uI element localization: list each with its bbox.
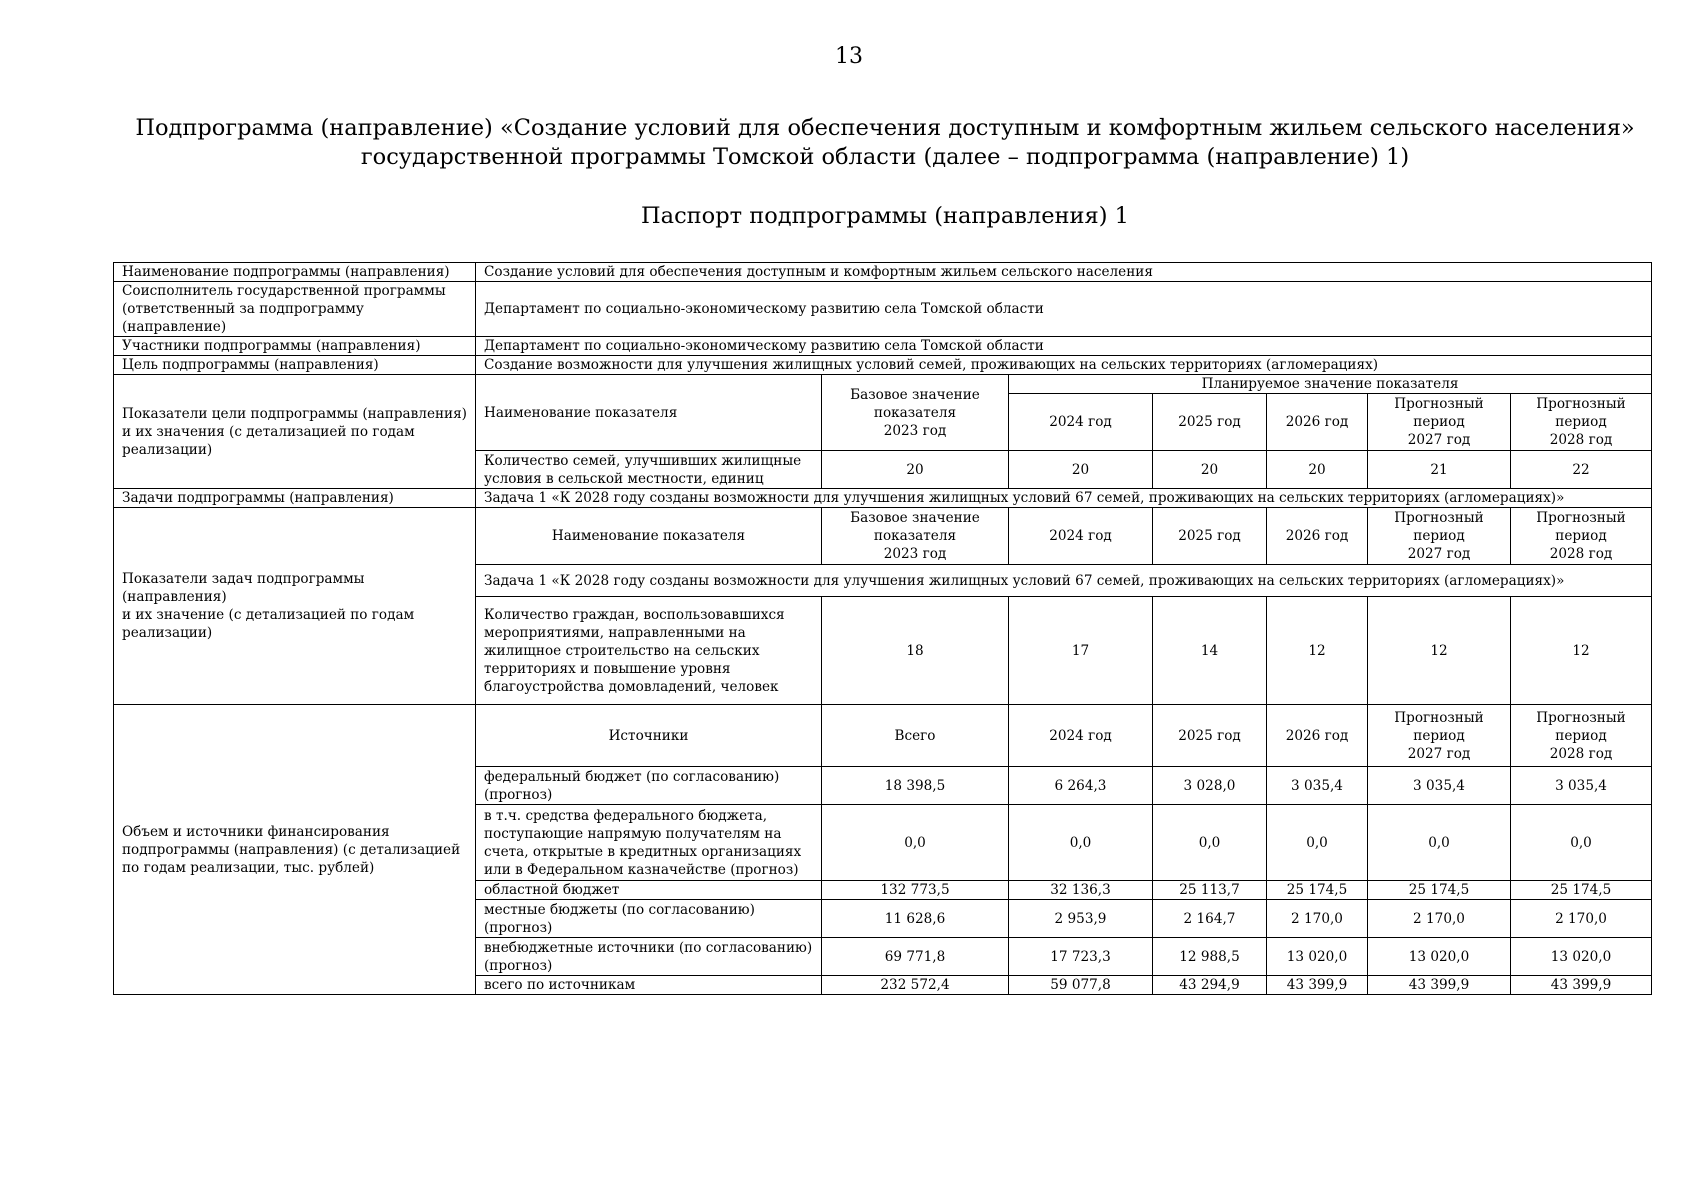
header-line: 2028 год (1549, 745, 1613, 762)
source-name (476, 767, 822, 805)
label-participants: Участники подпрограммы (направления) (114, 337, 476, 356)
row-tasks (114, 489, 1652, 508)
source-name: всего по источникам (476, 976, 822, 995)
header-2024: 2024 год (1009, 394, 1153, 451)
header-line: Прогнозный (1536, 709, 1626, 726)
goal-value-2027: 21 (1368, 451, 1511, 489)
header-line: период (1413, 414, 1465, 430)
value-2028: 2 170,0 (1511, 900, 1652, 938)
row-participants (114, 337, 1652, 356)
value-2026: 2 170,0 (1267, 900, 1368, 938)
value-2025: 0,0 (1153, 805, 1267, 881)
goal-indicator-name (476, 451, 822, 489)
header-forecast-2027 (1368, 705, 1511, 767)
header-2024: 2024 год (1009, 508, 1153, 565)
header-2026: 2026 год (1267, 705, 1368, 767)
header-line: показателя (873, 404, 957, 421)
source-line: (прогноз) (484, 957, 553, 974)
value-2025: 43 294,9 (1153, 976, 1267, 995)
indicator-line: Количество семей, улучшивших жилищные (484, 452, 802, 469)
value-2026: 0,0 (1267, 805, 1368, 881)
header-forecast-2028 (1511, 508, 1652, 565)
indicator-line: территориях и повышение уровня (484, 660, 731, 677)
indicator-line: мероприятиями, направленными на (484, 624, 746, 641)
value-2026: 25 174,5 (1267, 881, 1368, 900)
header-line: Прогнозный (1536, 396, 1626, 412)
source-line: внебюджетные источники (по согласованию) (484, 939, 813, 956)
value-2027: 2 170,0 (1368, 900, 1511, 938)
header-2024: 2024 год (1009, 705, 1153, 767)
row-goal-indicators-header-1 (114, 375, 1652, 394)
label-line: подпрограммы (направления) (с детализацией (122, 841, 461, 858)
value-total: 132 773,5 (822, 881, 1009, 900)
header-line: 2027 год (1407, 745, 1471, 762)
header-sources: Источники (476, 705, 822, 767)
value-2027: 13 020,0 (1368, 938, 1511, 976)
task-value-2027: 12 (1368, 597, 1511, 705)
header-forecast-2027 (1368, 508, 1511, 565)
passport-subtitle: Паспорт подпрограммы (направления) 1 (641, 203, 1129, 229)
header-forecast-2028 (1511, 394, 1652, 451)
header-line: Прогнозный (1394, 510, 1484, 526)
value-total: 11 628,6 (822, 900, 1009, 938)
task-value-2025: 14 (1153, 597, 1267, 705)
header-line: Прогнозный (1394, 396, 1484, 412)
page-number: 13 (835, 44, 863, 69)
label-task-indicators (114, 508, 476, 705)
header-line: 2027 год (1407, 432, 1471, 448)
goal-value-2024: 20 (1009, 451, 1153, 489)
header-line: период (1413, 727, 1465, 744)
source-line: федеральный бюджет (по согласованию) (484, 768, 780, 785)
value-total: 18 398,5 (822, 767, 1009, 805)
label-line: и их значение (с детализацией по годам (122, 607, 415, 623)
value-2024: 2 953,9 (1009, 900, 1153, 938)
source-line: местные бюджеты (по согласованию) (484, 901, 755, 918)
label-subprogram-name: Наименование подпрограммы (направления) (114, 263, 476, 282)
row-goal (114, 356, 1652, 375)
label-goal-indicators (114, 375, 476, 489)
task-value-2028: 12 (1511, 597, 1652, 705)
header-total: Всего (822, 705, 1009, 767)
source-line: счета, открытые в кредитных организациях (484, 843, 802, 860)
header-forecast-2027 (1368, 394, 1511, 451)
task-value-2026: 12 (1267, 597, 1368, 705)
task-value-base-2023: 18 (822, 597, 1009, 705)
task-indicator-name (476, 597, 822, 705)
header-base-value (822, 508, 1009, 565)
source-name (476, 805, 822, 881)
source-name: областной бюджет (476, 881, 822, 900)
value-coexecutor: Департамент по социально-экономическому развитию села Томской области (476, 282, 1652, 337)
value-tasks: Задача 1 «К 2028 году созданы возможности для улучшения жилищных условий 67 семей, проживающих на сельских территориях (агломерациях)» (476, 489, 1652, 508)
indicator-line: Количество граждан, воспользовавшихся (484, 606, 785, 623)
value-2027: 0,0 (1368, 805, 1511, 881)
indicator-line: условия в сельской местности, единиц (484, 470, 764, 487)
value-goal: Создание возможности для улучшения жилищных условий семей, проживающих на сельских территориях (агломерациях) (476, 356, 1652, 375)
label-tasks: Задачи подпрограммы (направления) (114, 489, 476, 508)
row-financing-header (114, 705, 1652, 767)
label-line: Объем и источники финансирования (122, 823, 390, 840)
row-coexecutor (114, 282, 1652, 337)
source-line: или в Федеральном казначействе (прогноз) (484, 861, 799, 878)
header-2025: 2025 год (1153, 508, 1267, 565)
header-line: период (1413, 528, 1465, 544)
header-line: 2027 год (1407, 546, 1471, 562)
header-line: показателя (873, 528, 957, 544)
label-line: Соисполнитель государственной программы (122, 283, 446, 299)
header-line: Базовое значение (850, 510, 980, 526)
source-line: (прогноз) (484, 786, 553, 803)
value-2028: 13 020,0 (1511, 938, 1652, 976)
header-line: Прогнозный (1394, 709, 1484, 726)
task-value-2024: 17 (1009, 597, 1153, 705)
indicator-line: благоустройства домовладений, человек (484, 678, 779, 695)
source-line: поступающие напрямую получателям на (484, 825, 782, 842)
header-line: 2028 год (1549, 546, 1613, 562)
header-line: период (1555, 727, 1607, 744)
value-total: 232 572,4 (822, 976, 1009, 995)
header-2026: 2026 год (1267, 508, 1368, 565)
value-2024: 59 077,8 (1009, 976, 1153, 995)
value-2028: 43 399,9 (1511, 976, 1652, 995)
label-line: по годам реализации, тыс. рублей) (122, 859, 375, 876)
value-2025: 2 164,7 (1153, 900, 1267, 938)
label-line: и их значения (с детализацией по годам (122, 423, 415, 440)
value-2026: 3 035,4 (1267, 767, 1368, 805)
header-2025: 2025 год (1153, 394, 1267, 451)
header-line: 2023 год (883, 422, 947, 439)
indicator-line: жилищное строительство на сельских (484, 642, 760, 659)
value-total: 69 771,8 (822, 938, 1009, 976)
header-line: Базовое значение (850, 386, 980, 403)
header-indicator-name: Наименование показателя (476, 508, 822, 565)
goal-value-base-2023: 20 (822, 451, 1009, 489)
header-2025: 2025 год (1153, 705, 1267, 767)
label-line: реализации) (122, 441, 213, 458)
source-line: (прогноз) (484, 919, 553, 936)
label-line: (ответственный за подпрограмму (направление) (122, 301, 364, 335)
header-line: 2023 год (883, 546, 947, 562)
header-base-value (822, 375, 1009, 451)
goal-value-2028: 22 (1511, 451, 1652, 489)
header-forecast-2028 (1511, 705, 1652, 767)
label-line: Показатели цели подпрограммы (направления) (122, 405, 467, 422)
label-line: Показатели задач подпрограммы (направления) (122, 571, 365, 605)
value-subprogram-name: Создание условий для обеспечения доступным и комфортным жильем сельского населения (476, 263, 1652, 282)
goal-value-2026: 20 (1267, 451, 1368, 489)
value-2026: 43 399,9 (1267, 976, 1368, 995)
value-2027: 25 174,5 (1368, 881, 1511, 900)
value-2026: 13 020,0 (1267, 938, 1368, 976)
header-line: 2028 год (1549, 432, 1613, 448)
header-line: период (1555, 528, 1607, 544)
label-line: реализации) (122, 625, 213, 641)
value-2028: 0,0 (1511, 805, 1652, 881)
value-2028: 3 035,4 (1511, 767, 1652, 805)
source-line: в т.ч. средства федерального бюджета, (484, 807, 768, 824)
header-planned-value: Планируемое значение показателя (1009, 375, 1652, 394)
value-2024: 0,0 (1009, 805, 1153, 881)
value-2025: 3 028,0 (1153, 767, 1267, 805)
value-2025: 25 113,7 (1153, 881, 1267, 900)
header-line: Прогнозный (1536, 510, 1626, 526)
header-2026: 2026 год (1267, 394, 1368, 451)
label-financing (114, 705, 476, 995)
goal-value-2025: 20 (1153, 451, 1267, 489)
value-total: 0,0 (822, 805, 1009, 881)
document-title (0, 114, 1698, 172)
source-name (476, 900, 822, 938)
value-2024: 17 723,3 (1009, 938, 1153, 976)
value-2025: 12 988,5 (1153, 938, 1267, 976)
value-participants: Департамент по социально-экономическому развитию села Томской области (476, 337, 1652, 356)
title-line-1: Подпрограмма (направление) «Создание условий для обеспечения доступным и комфортным жильем сельского населения» (135, 115, 1635, 141)
value-2027: 3 035,4 (1368, 767, 1511, 805)
value-2024: 32 136,3 (1009, 881, 1153, 900)
header-indicator-name: Наименование показателя (476, 375, 822, 451)
header-line: период (1555, 414, 1607, 430)
passport-table (113, 262, 1652, 995)
value-2027: 43 399,9 (1368, 976, 1511, 995)
row-task-indicators-header (114, 508, 1652, 565)
label-coexecutor (114, 282, 476, 337)
title-line-2: государственной программы Томской области (далее – подпрограмма (направление) 1) (360, 144, 1410, 170)
source-name (476, 938, 822, 976)
label-goal: Цель подпрограммы (направления) (114, 356, 476, 375)
task-1-text: Задача 1 «К 2028 году созданы возможности для улучшения жилищных условий 67 семей, проживающих на сельских территориях (агломерациях)» (476, 565, 1652, 597)
row-subprogram-name (114, 263, 1652, 282)
value-2028: 25 174,5 (1511, 881, 1652, 900)
value-2024: 6 264,3 (1009, 767, 1153, 805)
